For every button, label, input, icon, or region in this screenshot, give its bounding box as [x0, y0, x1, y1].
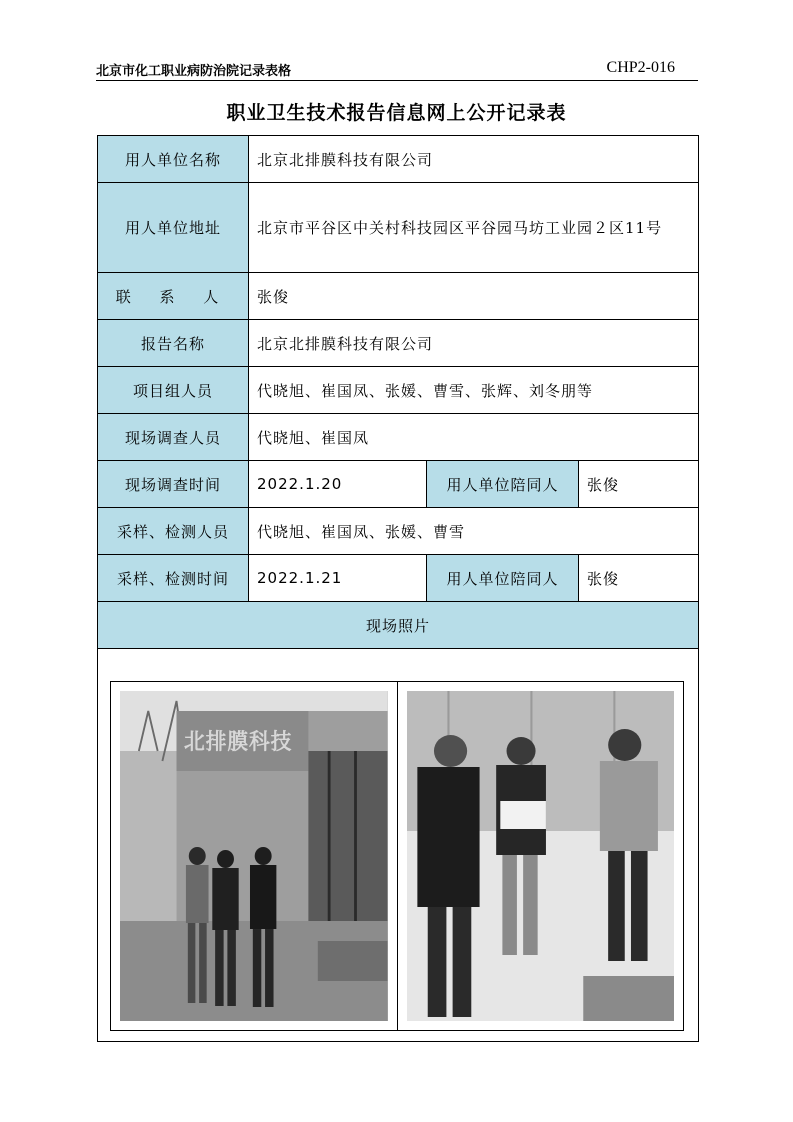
value-employer-address: 北京市平谷区中关村科技园区平谷园马坊工业园２区11号	[249, 183, 699, 273]
label-survey-escort: 用人单位陪同人	[427, 461, 579, 508]
value-survey-staff: 代晓旭、崔国凤	[249, 414, 699, 461]
photo-cell-1	[111, 682, 397, 1030]
label-survey-staff: 现场调查人员	[98, 414, 249, 461]
building-sign-text: 北排膜科技	[184, 729, 293, 756]
value-survey-time: 2022.1.20	[249, 461, 427, 508]
label-sampling-escort: 用人单位陪同人	[427, 555, 579, 602]
value-contact: 张俊	[249, 273, 699, 320]
row-team	[98, 367, 699, 414]
record-table	[97, 135, 699, 1042]
row-employer-name	[98, 136, 699, 183]
label-report-name: 报告名称	[98, 320, 249, 367]
label-sampling-staff: 采样、检测人员	[98, 508, 249, 555]
label-site-photos: 现场照片	[98, 602, 699, 649]
site-photo-survey	[407, 691, 675, 1021]
value-sampling-escort: 张俊	[579, 555, 699, 602]
row-photos	[98, 649, 699, 1042]
form-code: CHP2-016	[606, 59, 675, 76]
value-employer-name: 北京北排膜科技有限公司	[249, 136, 699, 183]
photos-cell	[98, 649, 699, 1042]
label-team: 项目组人员	[98, 367, 249, 414]
page-title: 职业卫生技术报告信息网上公开记录表	[226, 102, 567, 124]
header-divider	[96, 80, 698, 81]
value-survey-escort: 张俊	[579, 461, 699, 508]
photo-frame	[110, 681, 684, 1031]
row-sampling-staff	[98, 508, 699, 555]
row-photos-header	[98, 602, 699, 649]
row-survey-staff	[98, 414, 699, 461]
row-contact	[98, 273, 699, 320]
row-sampling-time	[98, 555, 699, 602]
row-employer-address	[98, 183, 699, 273]
label-contact: 联 系 人	[98, 273, 249, 320]
label-employer-address: 用人单位地址	[98, 183, 249, 273]
row-report-name	[98, 320, 699, 367]
value-report-name: 北京北排膜科技有限公司	[249, 320, 699, 367]
value-sampling-time: 2022.1.21	[249, 555, 427, 602]
value-team: 代晓旭、崔国凤、张媛、曹雪、张辉、刘冬朋等	[249, 367, 699, 414]
label-sampling-time: 采样、检测时间	[98, 555, 249, 602]
label-employer-name: 用人单位名称	[98, 136, 249, 183]
photo-cell-2	[397, 682, 684, 1030]
value-sampling-staff: 代晓旭、崔国凤、张媛、曹雪	[249, 508, 699, 555]
label-survey-time: 现场调查时间	[98, 461, 249, 508]
row-survey-time	[98, 461, 699, 508]
org-title: 北京市化工职业病防治院记录表格	[96, 64, 292, 79]
site-photo-building	[120, 691, 388, 1021]
